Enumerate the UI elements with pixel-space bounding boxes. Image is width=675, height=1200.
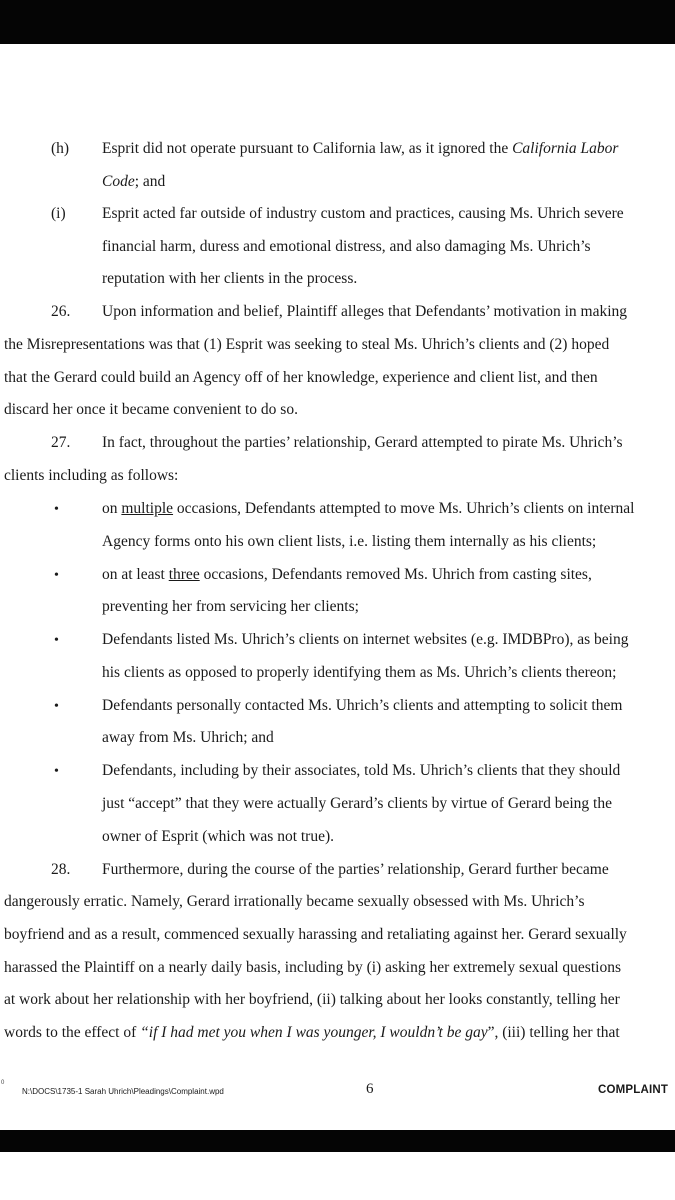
paragraph-number-26: 26. [51, 303, 71, 320]
bullet-4-line-1: Defendants personally contacted Ms. Uhrich’s clients and attempting to solicit them [102, 697, 623, 714]
item-i-line-1: Esprit acted far outside of industry custom and practices, causing Ms. Uhrich severe [102, 205, 624, 222]
item-i-line-2: financial harm, duress and emotional distress, and also damaging Ms. Uhrich’s [102, 238, 591, 255]
paragraph-26-line-2: the Misrepresentations was that (1) Esprit was seeking to steal Ms. Uhrich’s clients and (2) hoped [4, 336, 610, 353]
item-h-line-1: Esprit did not operate pursuant to California law, as it ignored the California Labor [102, 140, 619, 157]
paragraph-28-line-4: harassed the Plaintiff on a nearly daily basis, including by (i) asking her extremely sexual questions [4, 959, 621, 976]
bullet-1-line-2: Agency forms onto his own client lists, i.e. listing them internally as his clients; [102, 533, 597, 550]
paragraph-28-line-6: words to the effect of “if I had met you when I was younger, I wouldn’t be gay”, (iii) telling her that [4, 1024, 620, 1041]
item-i-line-3: reputation with her clients in the process. [102, 270, 358, 287]
footer-margin-mark: 0 [1, 1080, 5, 1086]
bullet-icon: • [54, 502, 59, 517]
bullet-3-line-1: Defendants listed Ms. Uhrich’s clients on internet websites (e.g. IMDBPro), as being [102, 631, 629, 648]
paragraph-26-line-3: that the Gerard could build an Agency off of her knowledge, experience and client list, and then [4, 369, 598, 386]
item-label-h: (h) [51, 140, 70, 157]
page-number: 6 [366, 1081, 374, 1097]
bullet-5-line-1: Defendants, including by their associates, told Ms. Uhrich’s clients that they should [102, 762, 621, 779]
bullet-4-line-2: away from Ms. Uhrich; and [102, 729, 274, 746]
paragraph-27-line-1: In fact, throughout the parties’ relationship, Gerard attempted to pirate Ms. Uhrich’s [102, 434, 623, 451]
paragraph-28-line-2: dangerously erratic. Namely, Gerard irrationally became sexually obsessed with Ms. Uhrich’s [4, 893, 585, 910]
bullet-3-line-2: his clients as opposed to properly identifying them as Ms. Uhrich’s clients thereon; [102, 664, 617, 681]
bottom-black-bar [0, 1130, 675, 1152]
bullet-icon: • [54, 764, 59, 779]
document-page [0, 44, 675, 1130]
paragraph-28-line-1: Furthermore, during the course of the parties’ relationship, Gerard further became [102, 861, 609, 878]
paragraph-26-line-4: discard her once it became convenient to do so. [4, 401, 298, 418]
paragraph-28-line-3: boyfriend and as a result, commenced sexually harassing and retaliating against her. Gerard sexually [4, 926, 627, 943]
footer-file-path: N:\DOCS\1735-1 Sarah Uhrich\Pleadings\Complaint.wpd [22, 1087, 224, 1096]
paragraph-27-line-2: clients including as follows: [4, 467, 179, 484]
bullet-2-line-2: preventing her from servicing her clients; [102, 598, 359, 615]
paragraph-26-line-1: Upon information and belief, Plaintiff alleges that Defendants’ motivation in making [102, 303, 628, 320]
bullet-2-line-1: on at least three occasions, Defendants removed Ms. Uhrich from casting sites, [102, 566, 592, 583]
paragraph-number-27: 27. [51, 434, 71, 451]
footer-document-title: COMPLAINT [598, 1084, 669, 1096]
paragraph-number-28: 28. [51, 861, 71, 878]
item-label-i: (i) [51, 205, 66, 222]
bullet-5-line-2: just “accept” that they were actually Gerard’s clients by virtue of Gerard being the [102, 795, 612, 812]
bullet-icon: • [54, 699, 59, 714]
top-black-bar [0, 0, 675, 44]
paragraph-28-line-5: at work about her relationship with her boyfriend, (ii) talking about her looks constantly, telling her [4, 991, 620, 1008]
bullet-1-line-1: on multiple occasions, Defendants attempted to move Ms. Uhrich’s clients on internal [102, 500, 635, 517]
bullet-icon: • [54, 633, 59, 648]
item-h-line-2: Code; and [102, 173, 166, 190]
bullet-icon: • [54, 568, 59, 583]
bullet-5-line-3: owner of Esprit (which was not true). [102, 828, 335, 845]
